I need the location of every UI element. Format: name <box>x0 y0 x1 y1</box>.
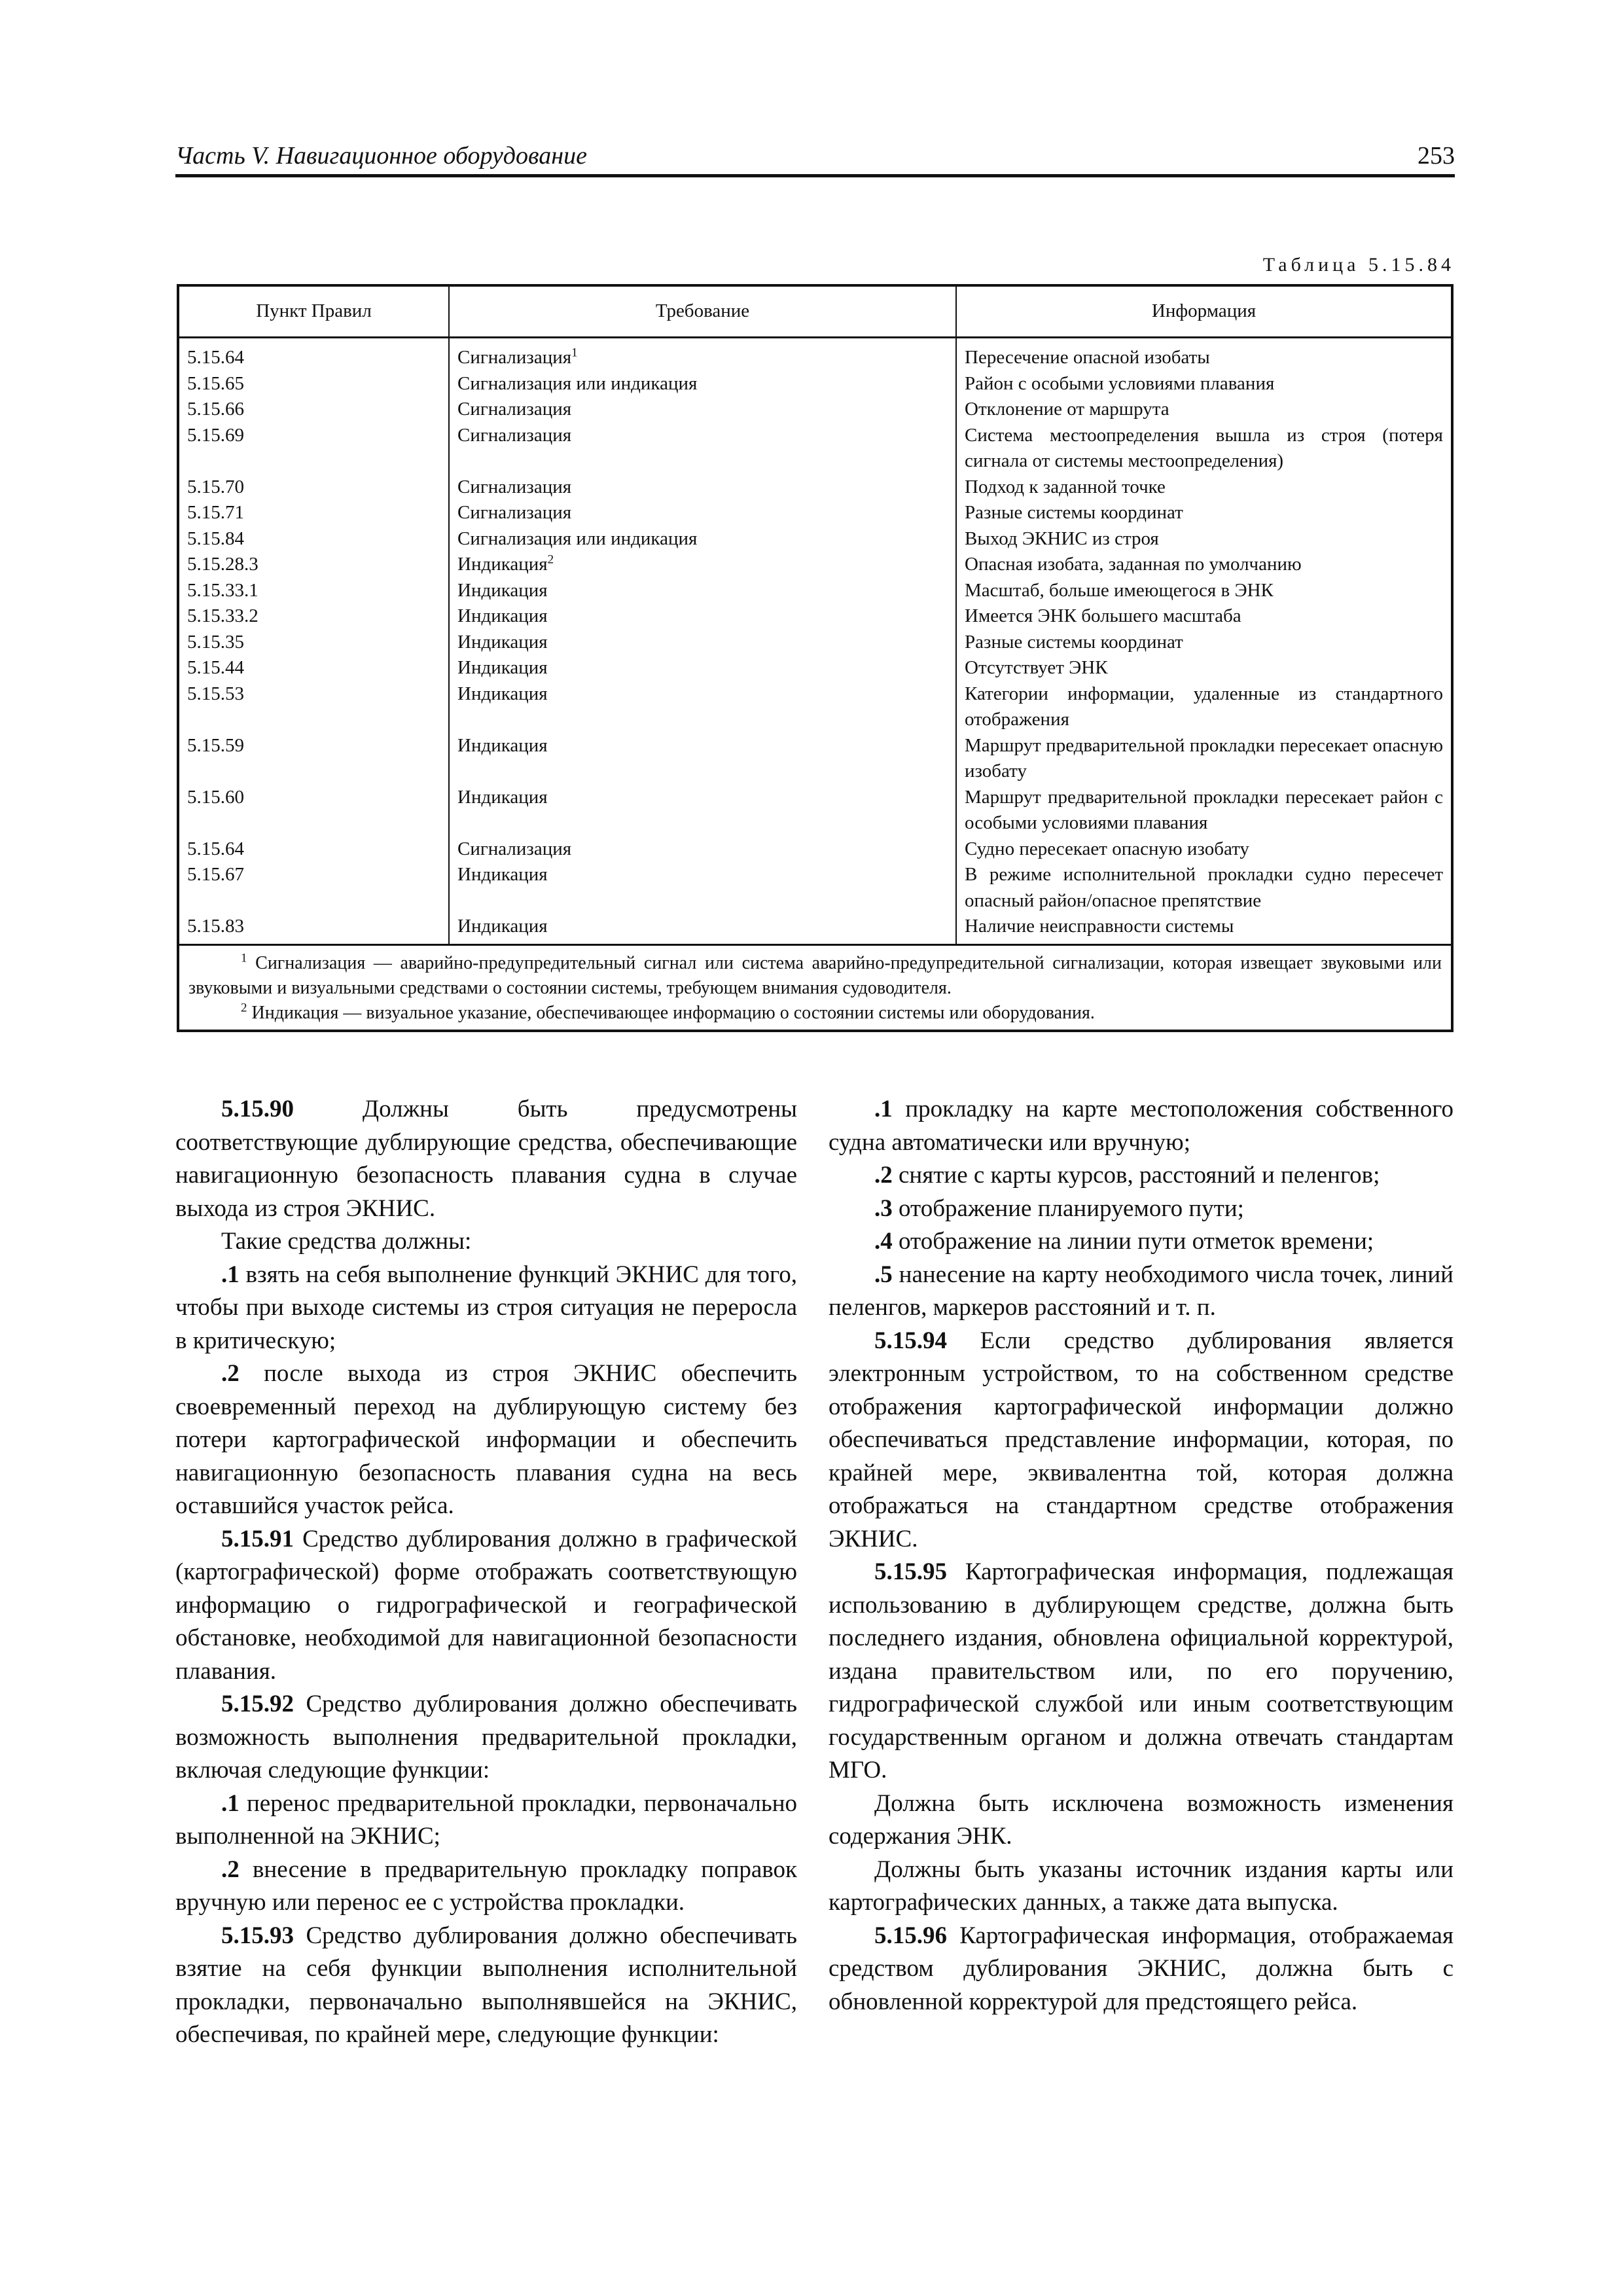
table-row <box>179 423 1451 475</box>
paragraph-text: отображение на линии пути отметок времени; <box>892 1228 1374 1255</box>
paragraph-number: .1 <box>874 1096 893 1122</box>
cell-information: Масштаб, больше имеющегося в ЭНК <box>965 579 1274 601</box>
table-body <box>179 338 1451 944</box>
left-text-column <box>175 1093 797 2052</box>
table-row <box>179 552 1451 578</box>
cell-requirement: Индикация <box>449 681 956 733</box>
paragraph-text: прокладку на карте местоположения собственного судна автоматически или вручную; <box>829 1096 1454 1156</box>
paragraph <box>175 1093 797 1225</box>
cell-information: Разные системы координат <box>965 631 1183 653</box>
paragraph-text: Если средство дублирования является электронным устройством, то на собственном средстве отображения картографической информации должно обеспечиваться представление информации, которая, по крайней мере, эквивалентна той, которая должна отображаться на стандартном средстве отображения ЭКНИС. <box>829 1327 1454 1552</box>
page-number: 253 <box>1418 142 1455 170</box>
paragraph <box>829 1854 1454 1920</box>
paragraph-number: 5.15.95 <box>874 1558 947 1585</box>
cell-information: Разные системы координат <box>965 502 1183 523</box>
table-row <box>179 371 1451 397</box>
cell-clause: 5.15.83 <box>179 914 449 944</box>
paragraph-text: Средство дублирования должно обеспечивать возможность выполнения предварительной прокладки, включая следующие функции: <box>175 1691 797 1784</box>
table-row <box>179 914 1451 944</box>
cell-clause: 5.15.28.3 <box>179 552 449 578</box>
paragraph-number: .4 <box>874 1228 893 1255</box>
cell-information: Наличие неисправности системы <box>965 916 1234 937</box>
paragraph-text: Должны быть предусмотрены соответствующие дублирующие средства, обеспечивающие навигационную безопасность плавания судна в случае выхода из строя ЭКНИС. <box>175 1096 797 1222</box>
cell-requirement: Индикация$^2$ <box>449 552 956 578</box>
cell-clause: 5.15.60 <box>179 785 449 836</box>
paragraph <box>829 1093 1454 1159</box>
paragraph-number: 5.15.94 <box>874 1327 947 1354</box>
cell-clause: 5.15.84 <box>179 526 449 552</box>
footnote-text: Индикация — визуальное указание, обеспечивающее информацию о состоянии системы или оборудования. <box>251 1002 1095 1023</box>
paragraph-text: Картографическая информация, подлежащая использованию в дублирующем средстве, должна быть последнего издания, обновлена официальной корректурой, издана правительством или, по его поручению, гидрографической службой или иным соответствующим государственным органом и должна отвечать стандартам МГО. <box>829 1558 1454 1784</box>
paragraph-number: .1 <box>221 1789 240 1817</box>
cell-clause: 5.15.69 <box>179 423 449 475</box>
paragraph-text: внесение в предварительную прокладку поправок вручную или перенос ее с устройства прокладки. <box>175 1856 797 1916</box>
table-header-row <box>179 287 1451 338</box>
paragraph-text: отображение планируемого пути; <box>892 1194 1244 1222</box>
cell-requirement: Индикация <box>449 655 956 681</box>
cell-requirement: Сигнализация <box>449 423 956 475</box>
cell-information: Маршрут предварительной прокладки пересекает район с особыми условиями плавания <box>965 786 1443 833</box>
paragraph <box>829 1225 1454 1259</box>
paragraph <box>175 1688 797 1787</box>
paragraph-number: .2 <box>874 1162 893 1189</box>
paragraph-number: 5.15.92 <box>221 1691 294 1717</box>
cell-clause: 5.15.66 <box>179 397 449 423</box>
cell-clause: 5.15.64 <box>179 836 449 863</box>
table-row <box>179 475 1451 501</box>
cell-requirement: Сигнализация или индикация <box>449 526 956 552</box>
paragraph <box>175 1854 797 1920</box>
table-row <box>179 630 1451 656</box>
cell-requirement: Индикация <box>449 862 956 914</box>
paragraph <box>829 1259 1454 1325</box>
footnote-mark: 1 <box>241 951 247 965</box>
table-row <box>179 578 1451 604</box>
cell-requirement: Сигнализация или индикация <box>449 371 956 397</box>
cell-requirement: Индикация <box>449 785 956 836</box>
cell-information: Отклонение от маршрута <box>965 399 1169 420</box>
cell-clause: 5.15.44 <box>179 655 449 681</box>
cell-information: Система местоопределения вышла из строя (потеря сигнала от системы местоопределения) <box>965 424 1443 471</box>
paragraph-text: снятие с карты курсов, расстояний и пеленгов; <box>892 1162 1380 1189</box>
cell-information: Выход ЭКНИС из строя <box>965 528 1159 549</box>
cell-requirement: Сигнализация$^1$ <box>449 338 956 371</box>
paragraph <box>829 1159 1454 1193</box>
paragraph-number: .2 <box>221 1856 240 1883</box>
table-footnotes <box>179 944 1451 1030</box>
footnote-mark: 2 <box>241 1001 247 1015</box>
paragraph-number: 5.15.91 <box>221 1525 294 1552</box>
paragraph <box>175 1523 797 1689</box>
table-row <box>179 681 1451 733</box>
table-row <box>179 500 1451 526</box>
paragraph <box>175 1225 797 1259</box>
cell-information: Судно пересекает опасную изобату <box>965 838 1249 859</box>
cell-information: В режиме исполнительной прокладки судно пересечет опасный район/опасное препятствие <box>965 864 1443 911</box>
footnote-text: Сигнализация — аварийно-предупредительный сигнал или система аварийно-предупредительной сигнализации, которая извещает звуковыми или звуковыми и визуальными средствами о состоянии системы, требующем внимания судоводителя. <box>188 952 1442 998</box>
paragraph <box>175 1920 797 2052</box>
cell-information: Категории информации, удаленные из стандартного отображения <box>965 683 1443 730</box>
paragraph-number: .5 <box>874 1261 893 1288</box>
page-header <box>175 141 1455 177</box>
table-row <box>179 862 1451 914</box>
footnote-1 <box>188 951 1442 1001</box>
paragraph-number: 5.15.90 <box>221 1096 294 1122</box>
cell-requirement: Индикация <box>449 914 956 944</box>
cell-clause: 5.15.35 <box>179 630 449 656</box>
cell-requirement: Индикация <box>449 603 956 630</box>
paragraph <box>829 1193 1454 1226</box>
cell-clause: 5.15.59 <box>179 733 449 785</box>
cell-information: Подход к заданной точке <box>965 476 1166 497</box>
paragraph-number: .3 <box>874 1194 893 1222</box>
paragraph <box>175 1787 797 1854</box>
cell-requirement: Сигнализация <box>449 836 956 863</box>
cell-information: Опасная изобата, заданная по умолчанию <box>965 554 1302 575</box>
paragraph-text: Должны быть указаны источник издания карты или картографических данных, а также дата выпуска. <box>829 1856 1454 1916</box>
cell-clause: 5.15.70 <box>179 475 449 501</box>
cell-requirement: Сигнализация <box>449 475 956 501</box>
cell-clause: 5.15.53 <box>179 681 449 733</box>
right-text-column <box>829 1093 1454 2018</box>
paragraph-number: 5.15.93 <box>221 1922 294 1949</box>
column-header-information: Информация <box>956 287 1451 338</box>
table-row <box>179 733 1451 785</box>
cell-information: Маршрут предварительной прокладки пересекает опасную изобату <box>965 734 1443 781</box>
paragraph-text: Должна быть исключена возможность изменения содержания ЭНК. <box>829 1789 1454 1850</box>
paragraph <box>829 1325 1454 1556</box>
paragraph-number: .1 <box>221 1261 240 1288</box>
cell-clause: 5.15.33.2 <box>179 603 449 630</box>
paragraph <box>175 1357 797 1523</box>
paragraph-text: перенос предварительной прокладки, первоначально выполненной на ЭКНИС; <box>175 1789 797 1850</box>
cell-requirement: Индикация <box>449 578 956 604</box>
table-row <box>179 338 1451 371</box>
cell-information: Имеется ЭНК большего масштаба <box>965 605 1241 626</box>
table-row <box>179 655 1451 681</box>
footnote-ref: 1 <box>571 346 578 360</box>
cell-requirement: Индикация <box>449 630 956 656</box>
footnote-ref: 2 <box>547 552 554 567</box>
paragraph-text: Картографическая информация, отображаемая средством дублирования ЭКНИС, должна быть с обновленной корректурой для предстоящего рейса. <box>829 1922 1454 2015</box>
table-row <box>179 397 1451 423</box>
cell-requirement: Индикация <box>449 733 956 785</box>
cell-information: Пересечение опасной изобаты <box>965 347 1210 368</box>
cell-information: Отсутствует ЭНК <box>965 657 1108 678</box>
paragraph <box>829 1787 1454 1854</box>
paragraph <box>175 1259 797 1358</box>
cell-requirement: Сигнализация <box>449 397 956 423</box>
cell-clause: 5.15.65 <box>179 371 449 397</box>
footnote-2 <box>188 1001 1442 1026</box>
paragraph-text: взять на себя выполнение функций ЭКНИС для того, чтобы при выходе системы из строя ситуация не переросла в критическую; <box>175 1261 797 1354</box>
paragraph <box>829 1556 1454 1787</box>
requirements-table <box>177 284 1454 1032</box>
paragraph <box>829 1920 1454 2019</box>
column-header-clause: Пункт Правил <box>179 287 449 338</box>
table-row <box>179 785 1451 836</box>
running-title: Часть V. Навигационное оборудование <box>175 142 587 170</box>
cell-requirement: Сигнализация <box>449 500 956 526</box>
cell-clause: 5.15.67 <box>179 862 449 914</box>
paragraph-number: .2 <box>221 1360 240 1387</box>
cell-information: Район с особыми условиями плавания <box>965 372 1275 394</box>
cell-clause: 5.15.71 <box>179 500 449 526</box>
paragraph-text: Средство дублирования должно обеспечивать взятие на себя функции выполнения исполнительной прокладки, первоначально выполнявшейся на ЭКНИС, обеспечивая, по крайней мере, следующие функции: <box>175 1922 797 2048</box>
table-row <box>179 836 1451 863</box>
column-header-requirement: Требование <box>449 287 956 338</box>
cell-clause: 5.15.64 <box>179 338 449 371</box>
table-caption: Таблица 5.15.84 <box>1262 254 1455 276</box>
paragraph-text: после выхода из строя ЭКНИС обеспечить своевременный переход на дублирующую систему без потери картографической информации и обеспечить навигационную безопасность плавания судна на весь оставшийся участок рейса. <box>175 1360 797 1519</box>
table-row <box>179 526 1451 552</box>
paragraph-text: Такие средства должны: <box>221 1228 472 1255</box>
table-row <box>179 603 1451 630</box>
paragraph-number: 5.15.96 <box>874 1922 947 1949</box>
paragraph-text: Средство дублирования должно в графической (картографической) форме отображать соответствующую информацию о гидрографической и географической обстановке, необходимой для навигационной безопасности плавания. <box>175 1525 797 1685</box>
paragraph-text: нанесение на карту необходимого числа точек, линий пеленгов, маркеров расстояний и т. п. <box>829 1261 1454 1321</box>
cell-clause: 5.15.33.1 <box>179 578 449 604</box>
